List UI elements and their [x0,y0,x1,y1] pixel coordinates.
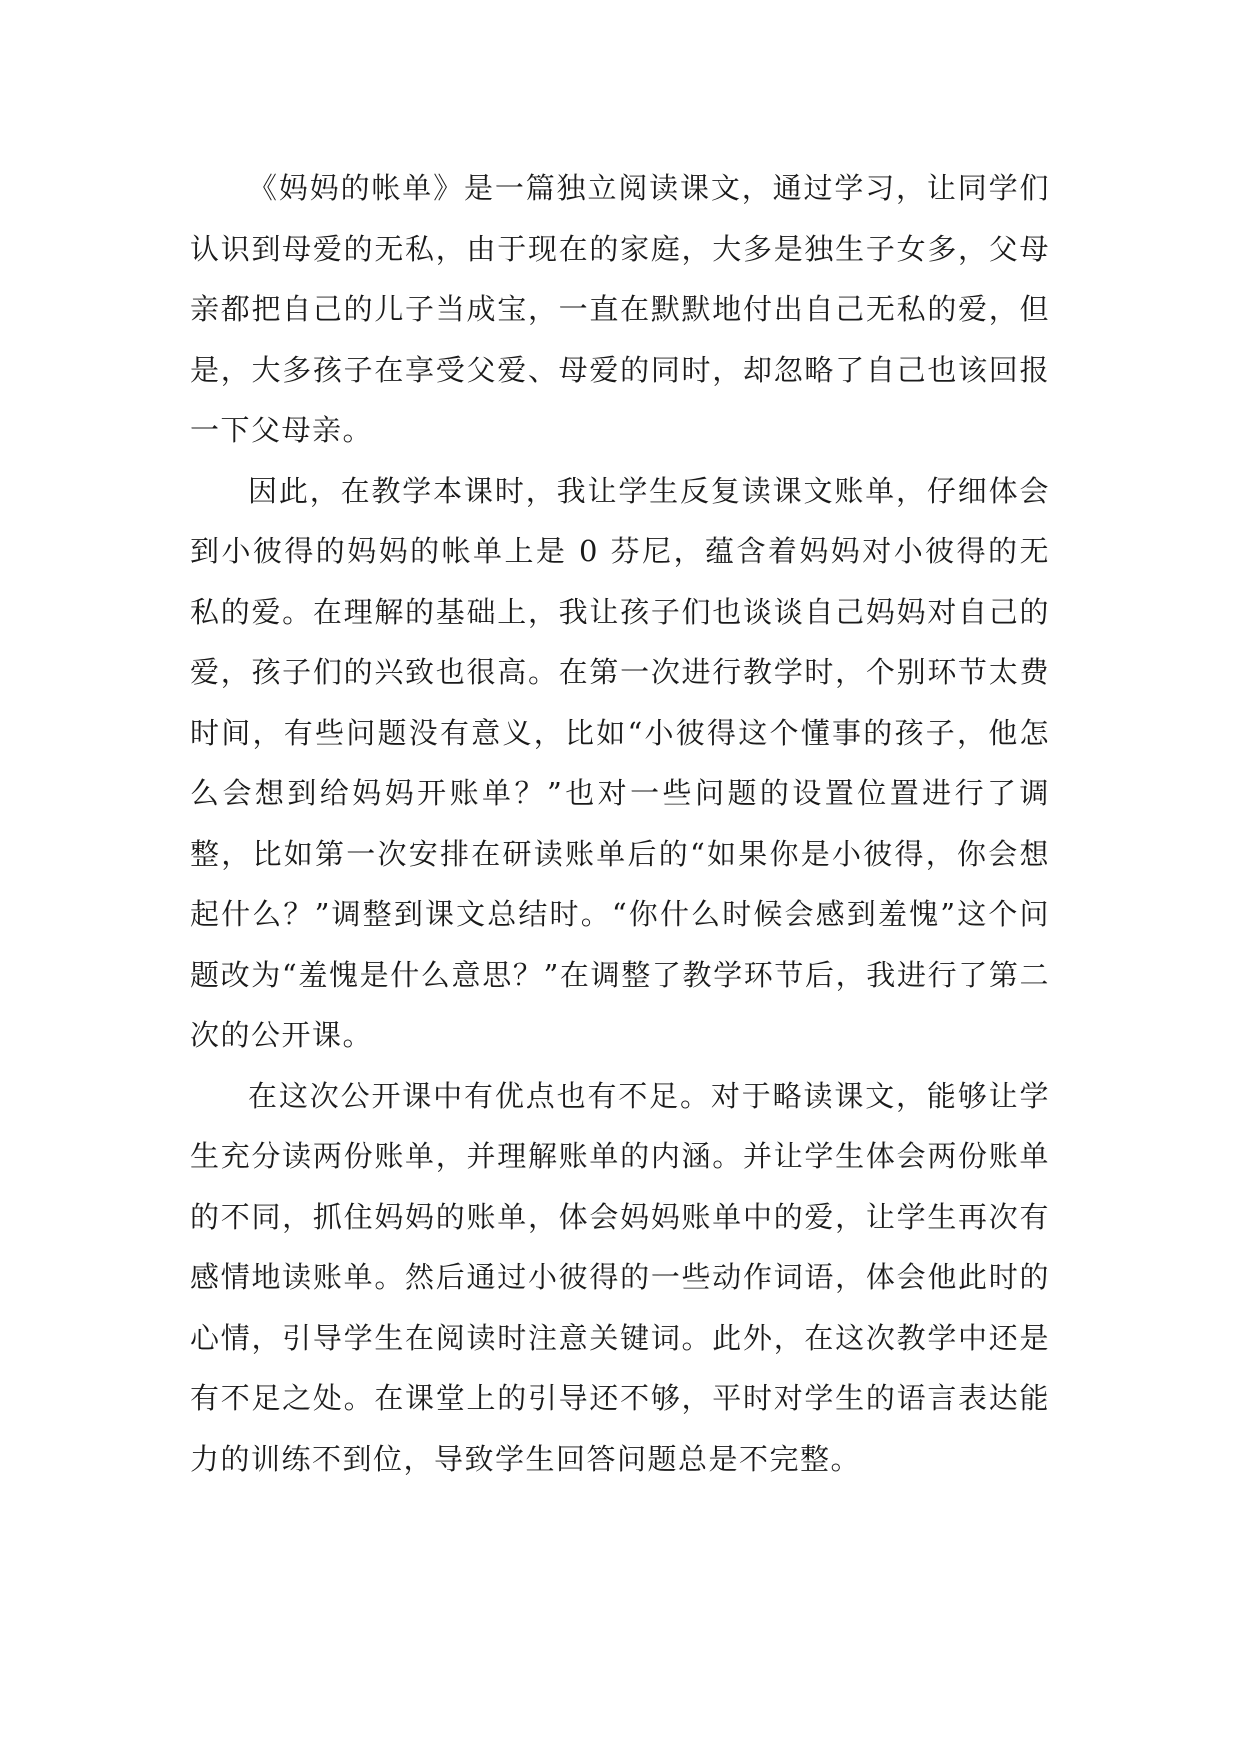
document-body [190,158,1050,1489]
paragraph-2: 因此，在教学本课时，我让学生反复读课文账单，仔细体会到小彼得的妈妈的帐单上是 0 芬尼，蕴含着妈妈对小彼得的无私的爱。在理解的基础上，我让孩子们也谈谈自己妈妈对自己的爱，孩子们的兴致也很高。在第一次进行教学时，个别环节太费时间，有些问题没有意义，比如“小彼得这个懂事的孩子，他怎么会想到给妈妈开账单？”也对一些问题的设置位置进行了调整，比如第一次安排在研读账单后的“如果你是小彼得，你会想起什么？”调整到课文总结时。“你什么时候会感到羞愧”这个问题改为“羞愧是什么意思？”在调整了教学环节后，我进行了第二次的公开课。 [190,473,1050,1052]
paragraph-3: 在这次公开课中有优点也有不足。对于略读课文，能够让学生充分读两份账单，并理解账单的内涵。并让学生体会两份账单的不同，抓住妈妈的账单，体会妈妈账单中的爱，让学生再次有感情地读账单。然后通过小彼得的一些动作词语，体会他此时的心情，引导学生在阅读时注意关键词。此外，在这次教学中还是有不足之处。在课堂上的引导还不够，平时对学生的语言表达能力的训练不到位，导致学生回答问题总是不完整。 [190,1078,1050,1476]
paragraph-1: 《妈妈的帐单》是一篇独立阅读课文，通过学习，让同学们认识到母爱的无私，由于现在的家庭，大多是独生子女多，父母亲都把自己的儿子当成宝，一直在默默地付出自己无私的爱，但是，大多孩子在享受父爱、母爱的同时，却忽略了自己也该回报一下父母亲。 [190,171,1050,447]
